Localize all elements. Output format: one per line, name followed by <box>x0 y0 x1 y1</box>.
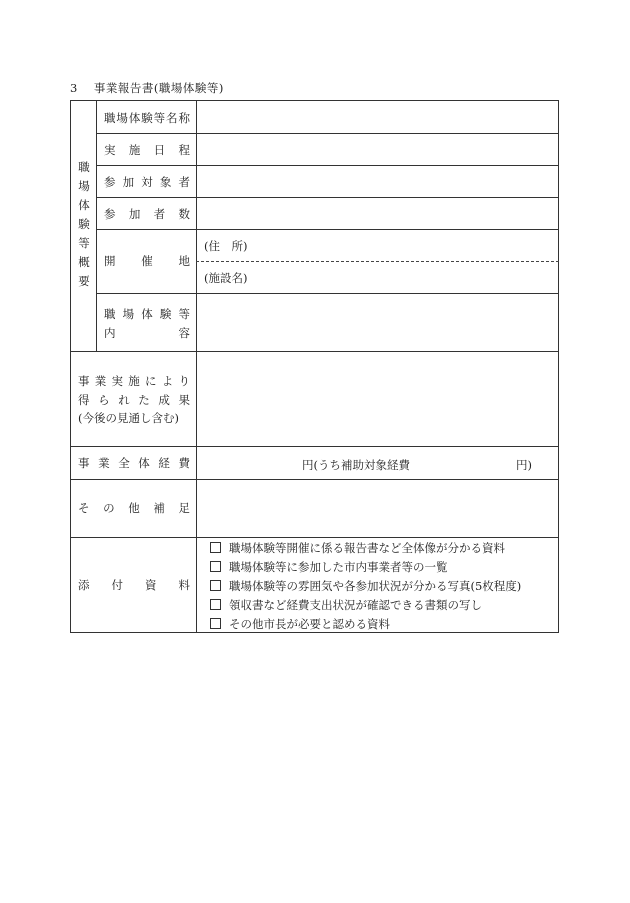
expenses-yen-close: 円) <box>516 458 532 472</box>
label-name: 職 場 体 験 等 名 称 <box>104 111 190 125</box>
label-schedule: 実 施 日 程 <box>104 143 190 157</box>
attachment-item: 職場体験等開催に係る報告書など全体像が分かる資料 <box>210 540 505 556</box>
label-attachments: 添 付 資 料 <box>78 578 190 592</box>
attachment-item: 領収書など経費支出状況が確認できる書類の写し <box>210 597 482 613</box>
attachment-item: 職場体験等に参加した市内事業者等の一覧 <box>210 559 448 575</box>
section-title: 3 事業報告書(職場体験等) <box>70 81 224 95</box>
label-other: そ の 他 補 足 <box>78 501 190 515</box>
label-results-2: 得 ら れ た 成 果 <box>78 393 190 407</box>
label-venue: 開 催 地 <box>104 254 190 268</box>
label-participants: 参 加 者 数 <box>104 207 190 221</box>
label-results-3: (今後の見通し含む) <box>78 411 179 425</box>
venue-address: (住 所) <box>204 239 248 253</box>
label-target: 参 加 対 象 者 <box>104 175 190 189</box>
checkbox-icon <box>210 542 221 553</box>
label-content-1: 職 場 体 験 等 <box>104 307 190 321</box>
checkbox-icon <box>210 618 221 629</box>
label-expenses: 事 業 全 体 経 費 <box>78 456 190 470</box>
attachment-item: その他市長が必要と認める資料 <box>210 616 390 632</box>
attachment-item: 職場体験等の雰囲気や各参加状況が分かる写真(5枚程度) <box>210 578 521 594</box>
venue-facility: (施設名) <box>204 271 248 285</box>
expenses-yen-text: 円(うち補助対象経費 <box>302 458 410 472</box>
label-results-1: 事 業 実 施 に よ り <box>78 374 190 388</box>
checkbox-icon <box>210 599 221 610</box>
checkbox-icon <box>210 561 221 572</box>
overview-label: 職 場 体 験 等 概 要 <box>78 160 90 288</box>
label-content-2: 内 容 <box>104 326 190 340</box>
checkbox-icon <box>210 580 221 591</box>
